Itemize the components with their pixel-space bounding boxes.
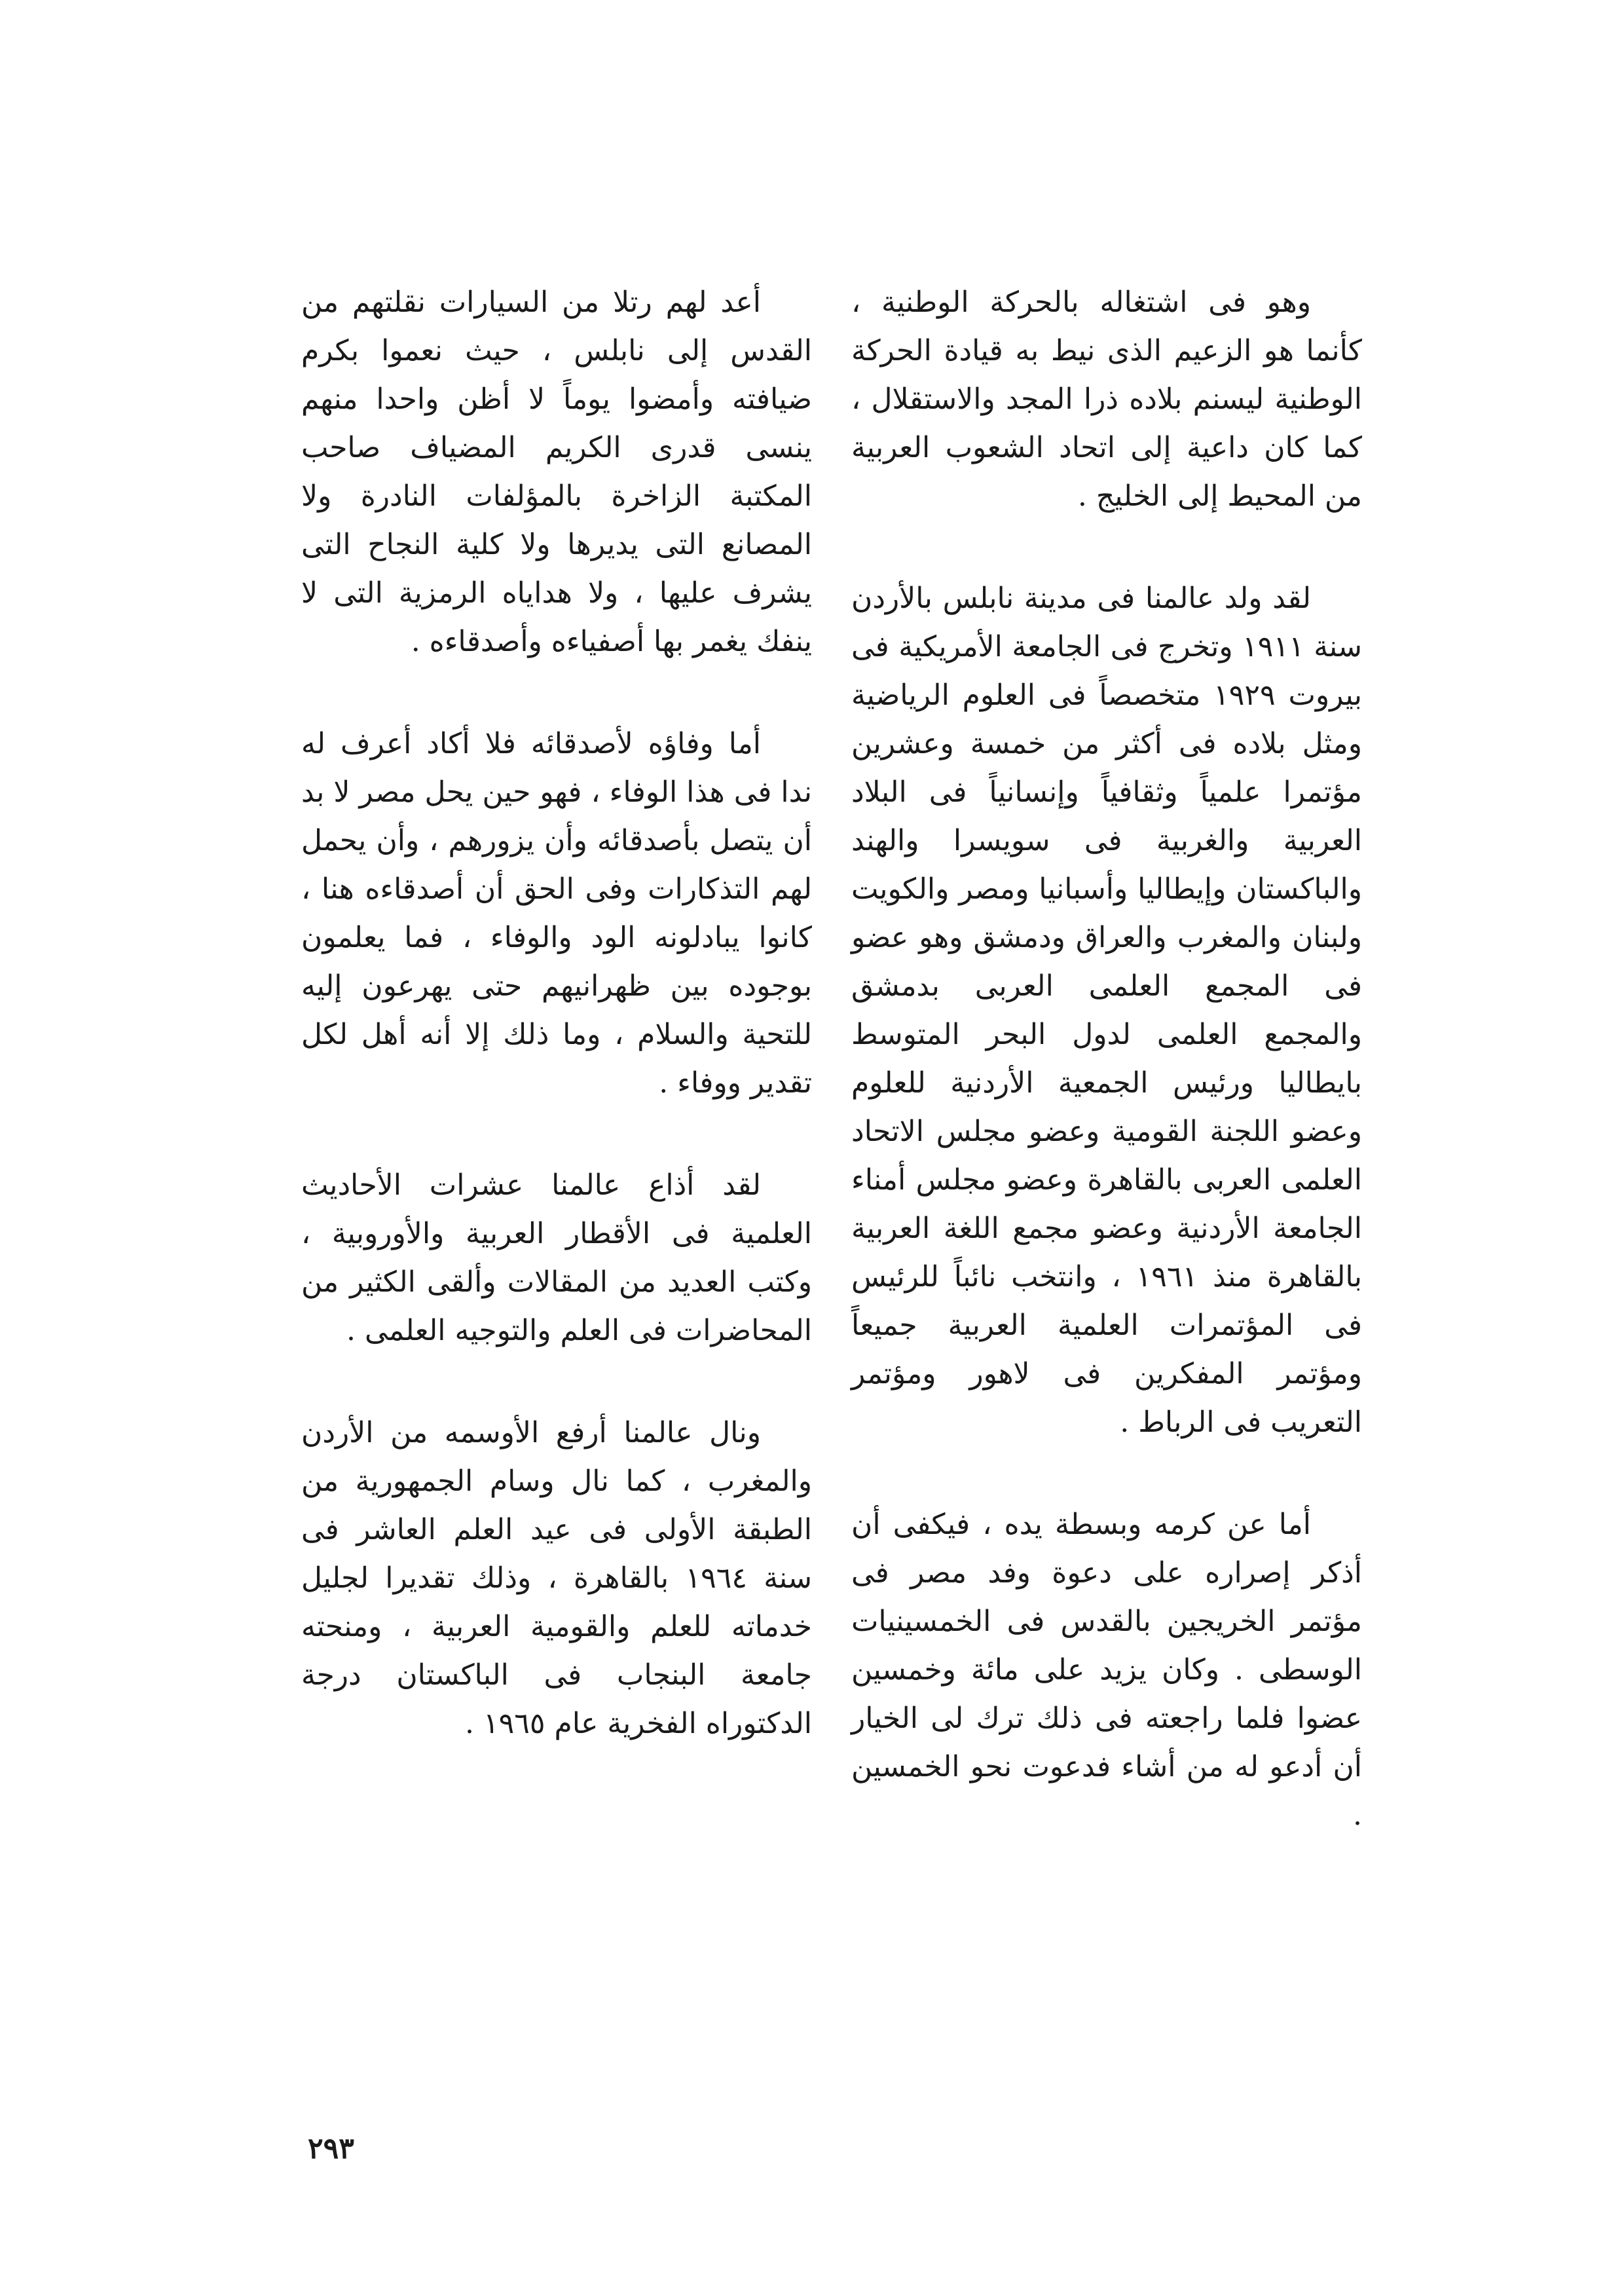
paragraph: أما عن كرمه وبسطة يده ، فيكفى أن أذكر إصراره على دعوة وفد مصر فى مؤتمر الخريجين بالقدس فى الخمسينيات الوسطى . وكان يزيد على مائة وخمسين عضوا فلما راجعته فى ذلك ترك لى الخيار أن أدعو له من أشاء فدعوت نحو الخمسين .: [851, 1508, 1362, 1832]
paragraph: أما وفاؤه لأصدقائه فلا أكاد أعرف له ندا فى هذا الوفاء ، فهو حين يحل مصر لا بد أن يتصل بأصدقائه وأن يزورهم ، وأن يحمل لهم التذكارات وفى الحق أن أصدقاءه هنا ، كانوا يبادلونه الود والوفاء ، فما يعلمون بوجوده بين ظهرانيهم حتى يهرعون إليه للتحية والسلام ، وما ذلك إلا أنه أهل لكل تقدير ووفاء .: [301, 727, 812, 1100]
paragraph: ونال عالمنا أرفع الأوسمه من الأردن والمغرب ، كما نال وسام الجمهورية من الطبقة الأولى فى عيد العلم العاشر فى سنة ١٩٦٤ بالقاهرة ، وذلك تقديرا لجليل خدماته للعلم والقومية العربية ، ومنحته جامعة البنجاب فى الباكستان درجة الدكتوراه الفخرية عام ١٩٦٥ .: [301, 1416, 812, 1740]
left-column: [301, 278, 812, 1802]
page-number: ٢٩٣: [308, 2132, 354, 2165]
paragraph: لقد ولد عالمنا فى مدينة نابلس بالأردن سنة ١٩١١ وتخرج فى الجامعة الأمريكية فى بيروت ١٩٢٩ متخصصاً فى العلوم الرياضية ومثل بلاده فى أكثر من خمسة وعشرين مؤتمرا علمياً وثقافياً وإنسانياً فى البلاد العربية والغربية فى سويسرا والهند والباكستان وإيطاليا وأسبانيا ومصر والكويت ولبنان والمغرب والعراق ودمشق وهو عضو فى المجمع العلمى العربى بدمشق والمجمع العلمى لدول البحر المتوسط بايطاليا ورئيس الجمعية الأردنية للعلوم وعضو اللجنة القومية وعضو مجلس الاتحاد العلمى العربى بالقاهرة وعضو مجلس أمناء الجامعة الأردنية وعضو مجمع اللغة العربية بالقاهرة منذ ١٩٦١ ، وانتخب نائباً للرئيس فى المؤتمرات العلمية العربية جميعاً ومؤتمر المفكرين فى لاهور ومؤتمر التعريب فى الرباط .: [851, 582, 1363, 1439]
paragraph: وهو فى اشتغاله بالحركة الوطنية ، كأنما هو الزعيم الذى نيط به قيادة الحركة الوطنية ليسنم بلاده ذرا المجد والاستقلال ، كما كان داعية إلى اتحاد الشعوب العربية من المحيط إلى الخليج .: [851, 286, 1362, 513]
right-column: [851, 278, 1362, 1894]
paragraph: أعد لهم رتلا من السيارات نقلتهم من القدس إلى نابلس ، حيث نعموا بكرم ضيافته وأمضوا يوماً لا أظن واحدا منهم ينسى قدرى الكريم المضياف صاحب المكتبة الزاخرة بالمؤلفات النادرة ولا المصانع التى يديرها ولا كلية النجاح التى يشرف عليها ، ولا هداياه الرمزية التى لا ينفك يغمر بها أصفياءه وأصدقاءه .: [301, 286, 812, 658]
paragraph: لقد أذاع عالمنا عشرات الأحاديث العلمية فى الأقطار العربية والأوروبية ، وكتب العديد من المقالات وألقى الكثير من المحاضرات فى العلم والتوجيه العلمى .: [301, 1168, 812, 1347]
